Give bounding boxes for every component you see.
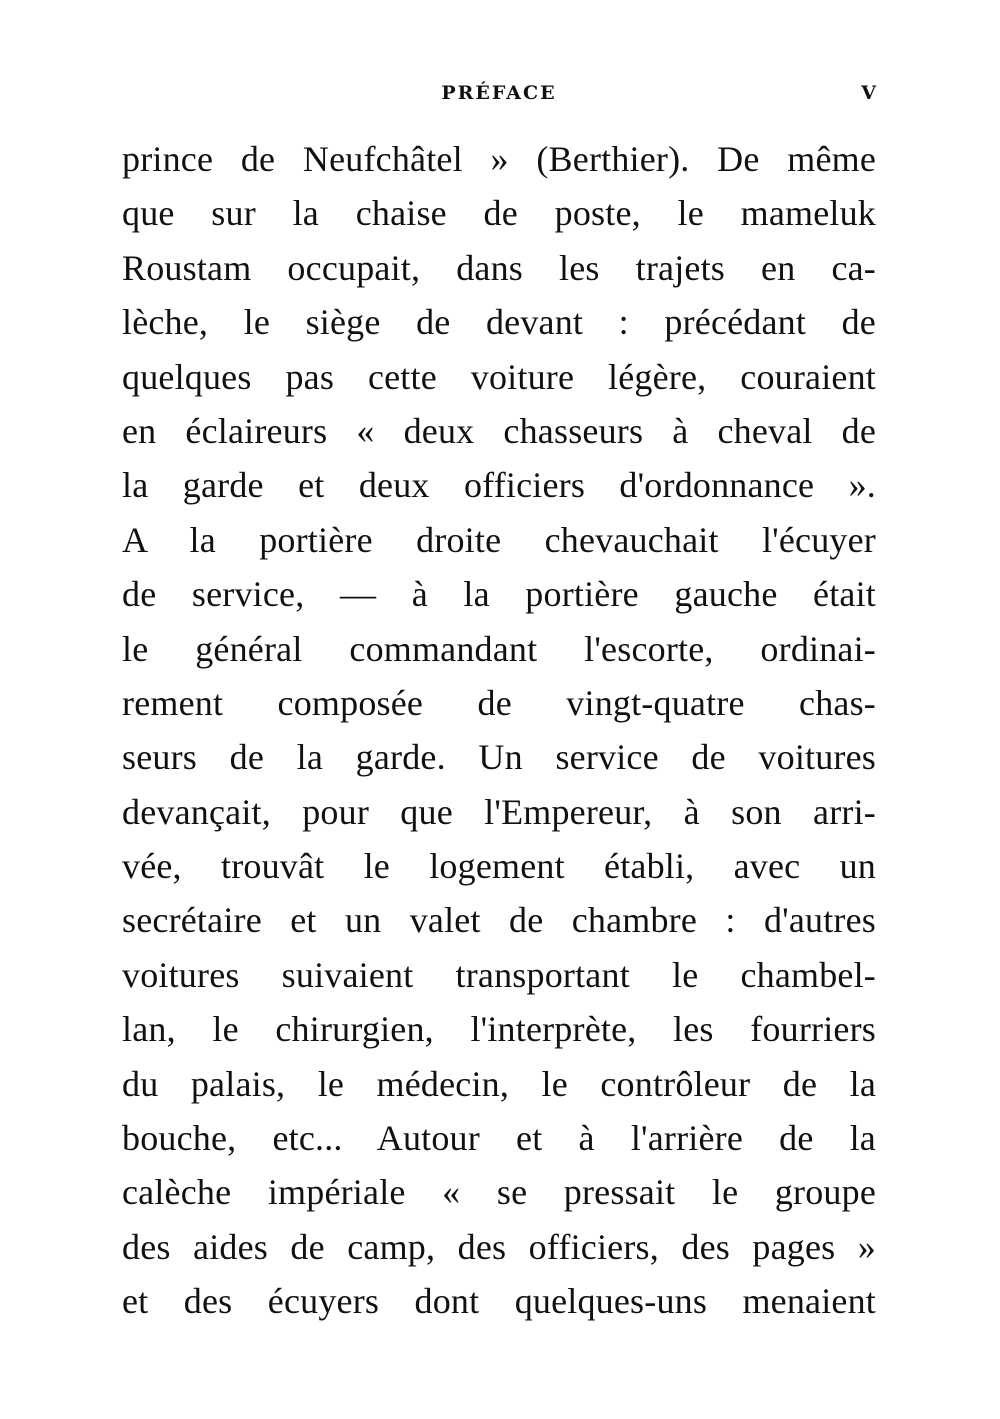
text-line: en éclaireurs « deux chasseurs à cheval de (122, 410, 876, 451)
text-line: A la portière droite chevauchait l'écuyer (122, 519, 876, 560)
text-line: du palais, le médecin, le contrôleur de la (122, 1063, 876, 1104)
text-line: seurs de la garde. Un service de voitures (122, 737, 876, 778)
text-line: devançait, pour que l'Empereur, à son arri- (122, 791, 876, 832)
text-line: que sur la chaise de poste, le mameluk (122, 193, 876, 234)
text-line: prince de Neufchâtel » (Berthier). De même (122, 139, 876, 179)
text-line: bouche, etc... Autour et à l'arrière de la (122, 1118, 876, 1159)
text-line: de service, — à la portière gauche était (122, 574, 876, 615)
text-line: calèche impériale « se pressait le groupe (122, 1172, 876, 1213)
text-line: vée, trouvât le logement établi, avec un (122, 846, 876, 887)
running-head (122, 78, 876, 108)
text-line: et des écuyers dont quelques-uns menaient (122, 1281, 876, 1322)
text-line: des aides de camp, des officiers, des pages » (122, 1226, 876, 1267)
text-line: rement composée de vingt-quatre chas- (122, 682, 876, 723)
text-line: quelques pas cette voiture légère, couraient (122, 356, 876, 397)
running-title: PRÉFACE (441, 82, 557, 104)
text-line: le général commandant l'escorte, ordinai- (122, 628, 876, 669)
text-line: la garde et deux officiers d'ordonnance ». (122, 465, 876, 506)
text-line: voitures suivaient transportant le chambel- (122, 954, 876, 995)
text-line: lan, le chirurgien, l'interprète, les fourriers (122, 1009, 876, 1050)
body-text (122, 132, 876, 1329)
page-number: V (861, 82, 876, 104)
text-line: secrétaire et un valet de chambre : d'autres (122, 900, 876, 941)
text-line: Roustam occupait, dans les trajets en ca- (122, 247, 876, 288)
text-line: lèche, le siège de devant : précédant de (122, 302, 876, 343)
